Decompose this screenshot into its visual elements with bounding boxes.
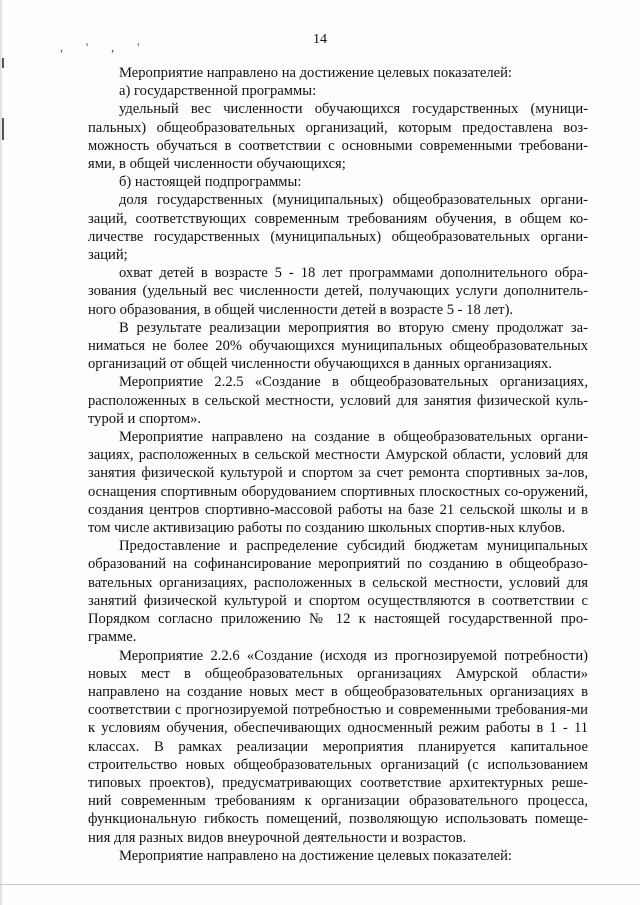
- paragraph: удельный вес численности обучающихся государственных (муници-пальных) общеобразовательных организаций, которым предоставлена воз-можность обучаться в соответствии с основными современными требовани-ями, в общей численности обучающихся;: [88, 101, 588, 173]
- paragraph: Мероприятие направлено на создание в общеобразовательных органи-зациях, расположенных в сельской местности Амурской области, условий для занятия физической культурой и спортом за счет ремонта спортивных за-лов, оснащения спортивным оборудованием спортивных плоскостных со-оружений, создания центров спортивно-массовой работы на базе 21 сельской школы и в том числе активизацию работы по созданию школьных спортив-ных клубов.: [88, 429, 588, 537]
- scan-marks: , ' , ': [60, 40, 150, 54]
- paragraph: Мероприятие направлено на достижение целевых показателей:: [119, 65, 512, 81]
- paragraph: Мероприятие направлено на достижение целевых показателей:: [119, 847, 512, 864]
- page-number: 14: [313, 32, 327, 47]
- paragraph: В результате реализации мероприятия во вторую смену продолжат за-ниматься не более 20% обучающихся муниципальных общеобразовательных организаций от общей численности обучающихся в данных организациях.: [88, 319, 588, 373]
- paragraph: Предоставление и распределение субсидий бюджетам муниципальных образований на софинансирование мероприятий по созданию в общеобразо-вательных организациях, расположенных в сельской местности, условий для занятий физической культурой и спортом осуществляются в соответствии с Порядком согласно приложению № 12 к настоящей государственной про-грамме.: [88, 538, 588, 646]
- scan-bottom-edge: [0, 884, 640, 885]
- scan-edge-mark: [2, 118, 4, 140]
- paragraph: а) государственной программы:: [119, 83, 317, 100]
- document-body: [88, 64, 588, 865]
- paragraph: Мероприятие 2.2.6 «Создание (исходя из прогнозируемой потребности) новых мест в общеобразовательных организациях Амурской области» направлено на создание новых мест в общеобразовательных организациях в соответствии с прогнозируемой потребностью и современными требования-ми к условиям обучения, обеспечивающих односменный режим работы в 1 - 11 классах. В рамках реализации мероприятия планируется капитальное строительство новых общеобразовательных организаций (с использованием типовых проектов), предусматривающих соответствие архитектурных реше-ний современным требованиям к организации образовательного процесса, функциональную гибкость помещений, позволяющую использовать помеще-ния для разных видов внеурочной деятельности и возрастов.: [88, 647, 588, 846]
- paragraph: охват детей в возрасте 5 - 18 лет программами дополнительного обра-зования (удельный вес численности детей, получающих услуги дополнитель-ного образования, в общей численности детей в возрасте 5 - 18 лет).: [88, 265, 588, 318]
- paragraph: Мероприятие 2.2.5 «Создание в общеобразовательных организациях, расположенных в сельской местности, условий для занятия физической куль-турой и спортом».: [88, 374, 588, 427]
- paragraph: доля государственных (муниципальных) общеобразовательных органи-заций, соответствующих современным требованиям обучения, в общем ко-личестве государственных (муниципальных) общеобразовательных органи-заций;: [88, 192, 588, 264]
- paragraph: б) настоящей подпрограммы:: [119, 174, 302, 191]
- scan-edge-mark: [2, 58, 4, 68]
